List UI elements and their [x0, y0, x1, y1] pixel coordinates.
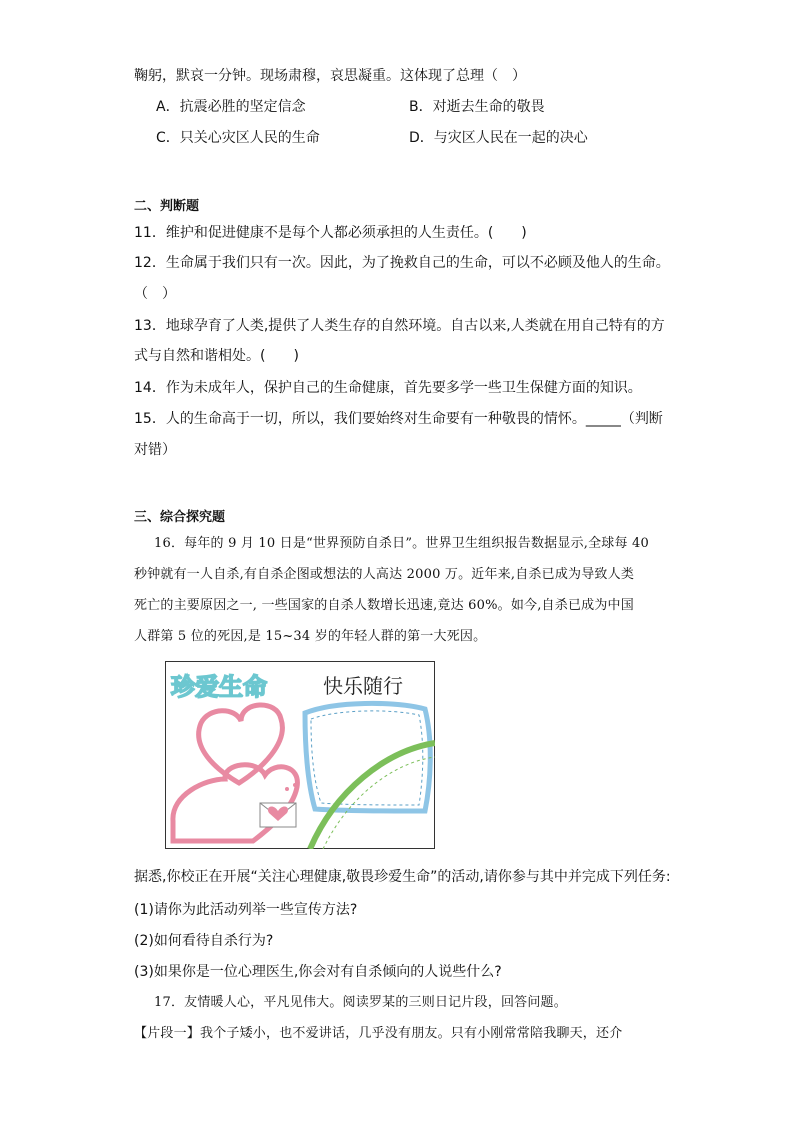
- q12-text-line2: （ ）: [134, 286, 176, 302]
- q17-excerpt: 【片段一】我个子矮小，也不爱讲话，几乎没有朋友。只有小刚常常陪我聊天，还介: [134, 1026, 623, 1041]
- poster-title-right: 快乐随行: [323, 674, 403, 698]
- q14-text: 14．作为未成年人，保护自己的生命健康，首先要多学一些卫生保健方面的知识。: [134, 380, 642, 396]
- q16-text-line2: 秒钟就有一人自杀,有自杀企图或想法的人高达 2000 万。近年来,自杀已成为导致人类: [134, 567, 635, 582]
- section2-heading: 二、判断题: [134, 199, 200, 214]
- q10-option-c[interactable]: C．只关心灾区人民的生命: [156, 130, 320, 146]
- q10-option-b[interactable]: B．对逝去生命的敬畏: [409, 99, 545, 115]
- q13-text-line1: 13．地球孕育了人类,提供了人类生存的自然环境。自古以来,人类就在用自己特有的方: [134, 318, 665, 334]
- section3-heading: 三、综合探究题: [134, 510, 226, 525]
- q11-text: 11．维护和促进健康不是每个人都必须承担的人生责任。( ): [134, 225, 527, 241]
- task-2: (2)如何看待自杀行为?: [134, 933, 274, 949]
- q15-text-line2: 对错）: [134, 442, 176, 458]
- task-1: (1)请你为此活动列举一些宣传方法?: [134, 902, 358, 918]
- q10-option-a[interactable]: A．抗震必胜的坚定信念: [156, 99, 306, 115]
- q16-text-line1: 16．每年的 9 月 10 日是“世界预防自杀日”。世界卫生组织报告数据显示,全球每 40: [154, 536, 649, 551]
- task-intro: 据悉,你校正在开展“关注心理健康,敬畏珍爱生命”的活动,请你参与其中并完成下列任务:: [134, 869, 671, 885]
- q13-text-line2: 式与自然和谐相处。( ): [134, 348, 299, 364]
- q10-text-tail: 鞠躬，默哀一分钟。现场肃穆，哀思凝重。这体现了总理（ ）: [134, 68, 526, 84]
- poster-illustration: [165, 661, 435, 849]
- poster-figure: [165, 661, 435, 849]
- q16-text-line4: 人群第 5 位的死因,是 15~34 岁的年轻人群的第一大死因。: [134, 629, 487, 644]
- q12-text-line1: 12．生命属于我们只有一次。因此，为了挽救自己的生命，可以不必顾及他人的生命。: [134, 255, 670, 271]
- poster-title-left: 珍爱生命: [171, 673, 267, 701]
- task-3: (3)如果你是一位心理医生,你会对有自杀倾向的人说些什么?: [134, 964, 502, 980]
- q16-text-line3: 死亡的主要原因之一, 一些国家的自杀人数增长迅速,竟达 60%。如今,自杀已成为中国: [134, 598, 634, 613]
- q17-text: 17．友情暖人心，平凡见伟大。阅读罗某的三则日记片段，回答问题。: [154, 995, 567, 1010]
- q15-text-line1: 15．人的生命高于一切，所以，我们要始终对生命要有一种敬畏的情怀。_____（判断: [134, 411, 663, 427]
- q10-option-d[interactable]: D．与灾区人民在一起的决心: [409, 130, 588, 146]
